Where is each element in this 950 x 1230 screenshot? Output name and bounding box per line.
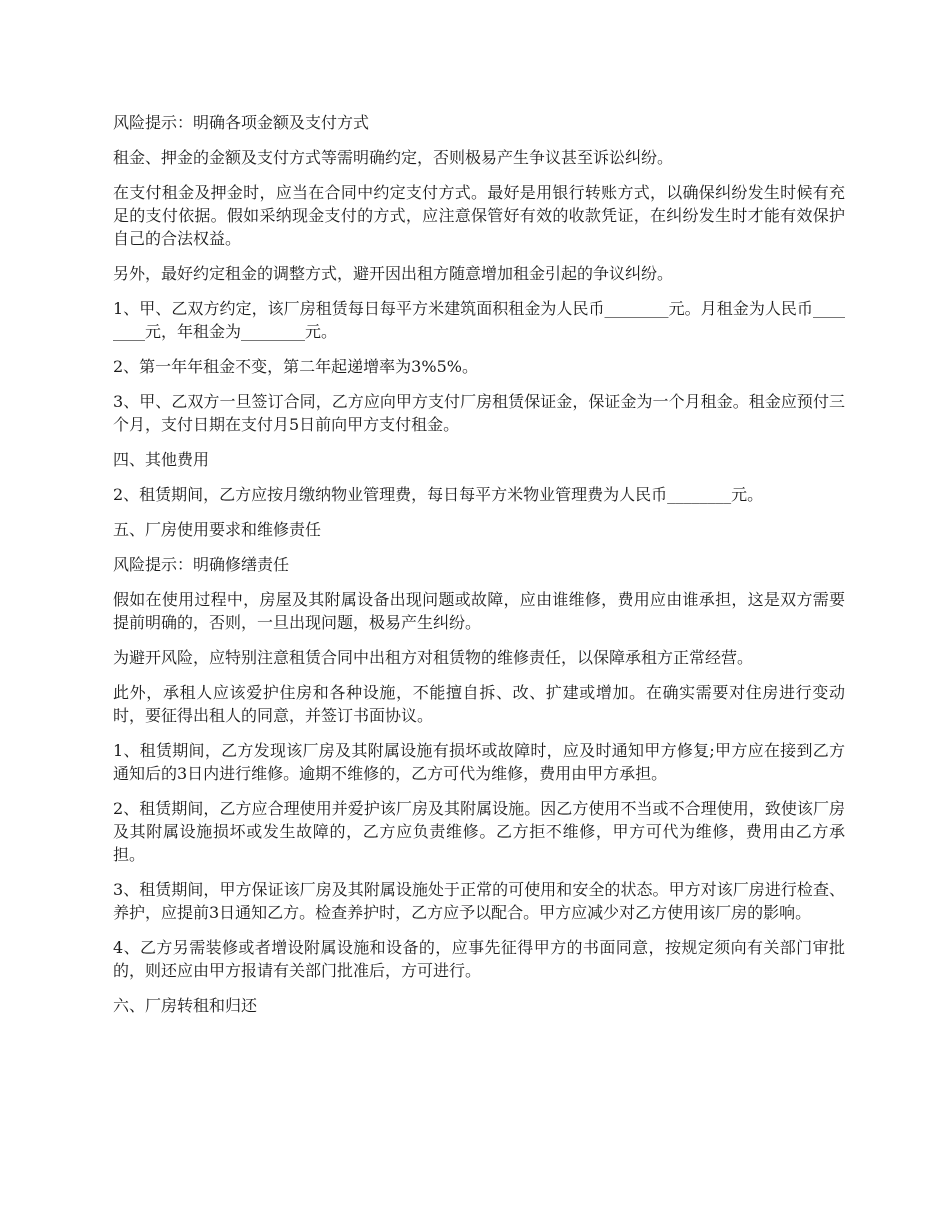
document-body xyxy=(113,111,845,1029)
section-heading: 六、厂房转租和归还 xyxy=(113,996,258,1015)
clause: 1、甲、乙双方约定，该厂房租赁每日每平方米建筑面积租金为人民币________元。月租金为人民币________元，年租金为________元。 xyxy=(113,299,845,341)
paragraph: 另外，最好约定租金的调整方式，避开因出租方随意增加租金引起的争议纠纷。 xyxy=(113,264,674,283)
paragraph: 假如在使用过程中，房屋及其附属设备出现问题或故障，应由谁维修，费用应由谁承担，这是双方需要提前明确的，否则，一旦出现问题，极易产生纠纷。 xyxy=(113,590,845,632)
clause: 2、租赁期间，乙方应合理使用并爱护该厂房及其附属设施。因乙方使用不当或不合理使用，致使该厂房及其附属设施损坏或发生故障的，乙方应负责维修。乙方拒不维修，甲方可代为维修，费用由乙方承担。 xyxy=(113,799,845,864)
clause: 2、租赁期间，乙方应按月缴纳物业管理费，每日每平方米物业管理费为人民币________元。 xyxy=(113,485,764,504)
paragraph: 在支付租金及押金时，应当在合同中约定支付方式。最好是用银行转账方式，以确保纠纷发生时候有充足的支付依据。假如采纳现金支付的方式，应注意保管好有效的收款凭证，在纠纷发生时才能有效保护自己的合法权益。 xyxy=(113,183,845,248)
clause: 1、租赁期间，乙方发现该厂房及其附属设施有损坏或故障时，应及时通知甲方修复;甲方应在接到乙方通知后的3日内进行维修。逾期不维修的，乙方可代为维修，费用由甲方承担。 xyxy=(113,741,845,783)
clause: 4、乙方另需装修或者增设附属设施和设备的，应事先征得甲方的书面同意，按规定须向有关部门审批的，则还应由甲方报请有关部门批准后，方可进行。 xyxy=(113,938,845,980)
clause: 2、第一年年租金不变，第二年起递增率为3%5%。 xyxy=(113,357,478,376)
clause: 3、租赁期间，甲方保证该厂房及其附属设施处于正常的可使用和安全的状态。甲方对该厂房进行检查、养护，应提前3日通知乙方。检查养护时，乙方应予以配合。甲方应减少对乙方使用该厂房的影响。 xyxy=(113,880,845,922)
paragraph: 租金、押金的金额及支付方式等需明确约定，否则极易产生争议甚至诉讼纠纷。 xyxy=(113,148,674,167)
clause: 3、甲、乙双方一旦签订合同，乙方应向甲方支付厂房租赁保证金，保证金为一个月租金。租金应预付三个月，支付日期在支付月5日前向甲方支付租金。 xyxy=(113,392,845,434)
section-heading: 五、厂房使用要求和维修责任 xyxy=(113,520,322,539)
risk-tip-heading: 风险提示：明确修缮责任 xyxy=(113,555,290,574)
risk-tip-heading: 风险提示：明确各项金额及支付方式 xyxy=(113,113,370,132)
section-heading: 四、其他费用 xyxy=(113,450,210,469)
paragraph: 此外，承租人应该爱护住房和各种设施，不能擅自拆、改、扩建或增加。在确实需要对住房进行变动时，要征得出租人的同意，并签订书面协议。 xyxy=(113,683,845,725)
paragraph: 为避开风险，应特别注意租赁合同中出租方对租赁物的维修责任，以保障承租方正常经营。 xyxy=(113,648,754,667)
